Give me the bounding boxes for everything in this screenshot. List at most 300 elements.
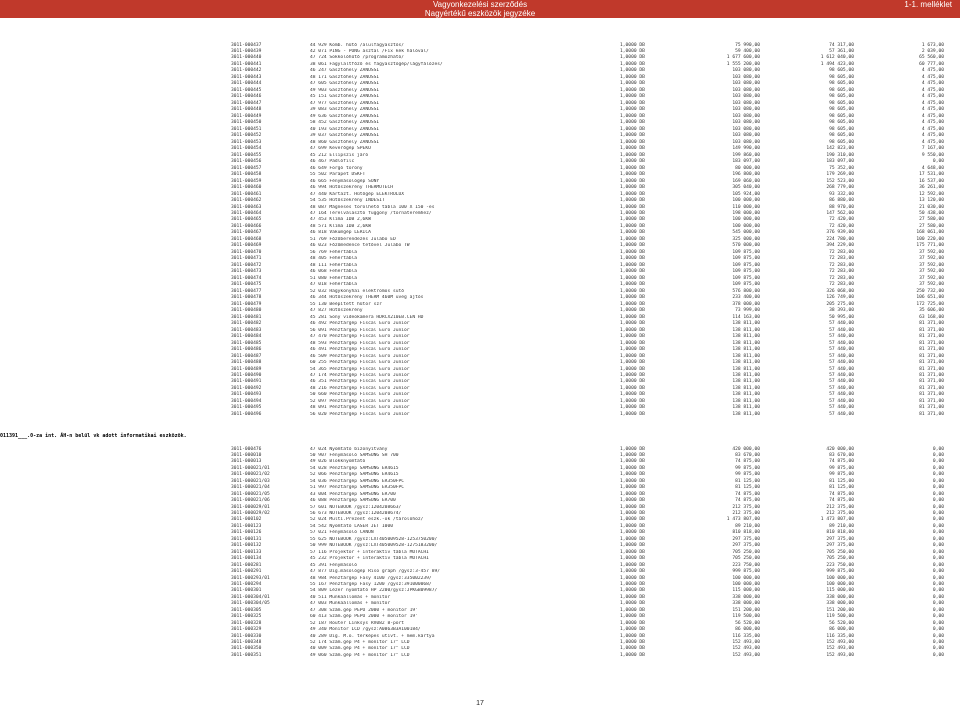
gross-value: 149 990,00 [732, 146, 760, 152]
accumulated-depreciation: 57 440,00 [829, 366, 854, 372]
gross-value: 103 080,00 [732, 107, 760, 113]
gross-value: 169 060,00 [732, 178, 760, 184]
table-row [0, 543, 960, 549]
inventory-code: 3011-000494 [231, 398, 262, 404]
accumulated-depreciation: 57 440,00 [829, 379, 854, 385]
inventory-code: 3011-000487 [231, 353, 262, 359]
accumulated-depreciation: 705 250,00 [826, 549, 854, 555]
table-row [0, 192, 960, 198]
accumulated-depreciation: 268 779,00 [826, 185, 854, 191]
item-description: 57 601 NOTEBOOK /gysz:1204208663/ [310, 504, 402, 510]
accumulated-depreciation: 74 875,00 [829, 498, 854, 504]
inventory-code: 3011-000021/03 [231, 478, 270, 484]
table-row [0, 146, 960, 152]
gross-value: 109 875,00 [732, 269, 760, 275]
gross-value: 89 210,00 [735, 523, 760, 529]
inventory-code: 3011-000495 [231, 405, 262, 411]
item-description: 46 818 Vakumgép LERICA [310, 230, 371, 236]
net-value: 60 777,00 [919, 61, 944, 67]
table-row [0, 230, 960, 236]
net-value: 0,00 [932, 569, 944, 575]
quantity: 1,0000 DB [620, 249, 645, 255]
quantity: 1,0000 DB [620, 139, 645, 145]
quantity: 1,0000 DB [620, 620, 645, 626]
net-value: 250 732,00 [916, 288, 944, 294]
inventory-code: 3011-000350 [231, 646, 262, 652]
page-number: 17 [476, 700, 484, 707]
net-value: 0,00 [932, 452, 944, 458]
quantity: 1,0000 DB [620, 191, 645, 197]
gross-value: 103 080,00 [732, 100, 760, 106]
gross-value: 100 000,00 [732, 223, 760, 229]
quantity: 1,0000 DB [620, 172, 645, 178]
gross-value: 325 000,00 [732, 236, 760, 242]
inventory-code: 3011-000450 [231, 120, 262, 126]
inventory-code: 3011-000476 [231, 446, 262, 452]
inventory-code: 3011-000481 [231, 314, 262, 320]
inventory-code: 3011-000021/05 [231, 491, 270, 497]
net-value: 81 371,00 [919, 327, 944, 333]
table-row [0, 412, 960, 418]
gross-value: 212 375,00 [732, 504, 760, 510]
quantity: 1,0000 DB [620, 256, 645, 262]
table-row [0, 646, 960, 652]
gross-value: 103 080,00 [732, 81, 760, 87]
gross-value: 56 520,00 [735, 620, 760, 626]
inventory-code: 3011-000490 [231, 372, 262, 378]
item-description: 48 571 Klíma IDB 2,6KW [310, 223, 371, 229]
quantity: 1,0000 DB [620, 230, 645, 236]
table-row [0, 367, 960, 373]
quantity: 1,0000 DB [620, 569, 645, 575]
item-description: 51 080 Fehértábla [310, 275, 358, 281]
table-row [0, 511, 960, 517]
inventory-code: 3011-000010 [231, 452, 262, 458]
item-description: 49 060 Szám.gép P4 + monitor 17" LCD [310, 652, 410, 658]
table-row [0, 466, 960, 472]
gross-value: 59 400,00 [735, 48, 760, 54]
accumulated-depreciation: 326 068,00 [826, 288, 854, 294]
gross-value: 73 999,00 [735, 308, 760, 314]
quantity: 1,0000 DB [620, 94, 645, 100]
table-row [0, 634, 960, 640]
item-description: 40 511 Munkaállomás + monitor [310, 594, 391, 600]
quantity: 1,0000 DB [620, 74, 645, 80]
table-row [0, 269, 960, 275]
inventory-code: 3011-000301 [231, 588, 262, 594]
quantity: 1,0000 DB [620, 55, 645, 61]
item-description: 54 036 Pénztárgép SAMSUNG ER350FPC [310, 478, 405, 484]
table-row [0, 289, 960, 295]
inventory-code: 3011-000451 [231, 126, 262, 132]
document-subtitle: Nagyértékű eszközök jegyzéke [424, 9, 536, 18]
quantity: 1,0000 DB [620, 485, 645, 491]
quantity: 1,0000 DB [620, 321, 645, 327]
inventory-code: 3011-000443 [231, 74, 262, 80]
accumulated-depreciation: 98 605,00 [829, 107, 854, 113]
accumulated-depreciation: 57 440,00 [829, 347, 854, 353]
gross-value: 74 875,00 [735, 491, 760, 497]
item-description: 50 907 Fénymásoló SAMSUNG SH 700 [310, 452, 399, 458]
net-value: 0,00 [932, 446, 944, 452]
accumulated-depreciation: 57 361,00 [829, 48, 854, 54]
item-description: 49 340 Monitor LCD /gysz:A0863B3A100184/ [310, 627, 421, 633]
item-description: 46 665 Fénymásológép SONY [310, 178, 380, 184]
quantity: 1,0000 DB [620, 614, 645, 620]
net-value: 81 371,00 [919, 353, 944, 359]
accumulated-depreciation: 98 605,00 [829, 139, 854, 145]
gross-value: 199 860,00 [732, 152, 760, 158]
gross-value: 109 875,00 [732, 256, 760, 262]
inventory-code: 3011-000475 [231, 282, 262, 288]
inventory-code: 3011-000496 [231, 411, 262, 417]
inventory-code: 3011-000440 [231, 55, 262, 61]
gross-value: 1 677 600,00 [726, 55, 760, 61]
inventory-code: 3011-000441 [231, 61, 262, 67]
item-description: 45 281 Sony videokamera HDRCX210EB.CEN HD [310, 314, 424, 320]
accumulated-depreciation: 376 939,00 [826, 230, 854, 236]
table-row [0, 43, 960, 49]
net-value: 27 580,00 [919, 223, 944, 229]
table-row [0, 550, 960, 556]
net-value: 4 648,00 [921, 165, 944, 171]
inventory-code: 3011-000029/01 [231, 504, 270, 510]
table-row [0, 127, 960, 133]
gross-value: 223 750,00 [732, 562, 760, 568]
inventory-code: 3011-000471 [231, 256, 262, 262]
table-row [0, 492, 960, 498]
quantity: 1,0000 DB [620, 269, 645, 275]
accumulated-depreciation: 98 605,00 [829, 126, 854, 132]
accumulated-depreciation: 190 310,00 [826, 152, 854, 158]
gross-value: 297 375,00 [732, 543, 760, 549]
table-row [0, 217, 960, 223]
item-description: 43 004 Pénztárgép SAMSUNG ER700 [310, 491, 396, 497]
inventory-code: 3011-000467 [231, 230, 262, 236]
inventory-code: 3011-000470 [231, 249, 262, 255]
inventory-code: 3011-000474 [231, 275, 262, 281]
inventory-code: 3011-000437 [231, 42, 262, 48]
accumulated-depreciation: 999 875,00 [826, 569, 854, 575]
net-value: 13 120,00 [919, 198, 944, 204]
accumulated-depreciation: 98 605,00 [829, 81, 854, 87]
gross-value: 138 811,00 [732, 340, 760, 346]
net-value: 0,00 [932, 478, 944, 484]
net-value: 65 560,00 [919, 55, 944, 61]
item-description: 45 151 Gasztóhely ZANUSSI [310, 94, 380, 100]
accumulated-depreciation: 86 000,00 [829, 627, 854, 633]
quantity: 1,0000 DB [620, 646, 645, 652]
item-description: 56 673 NOTEBOOK /gysz:1204208674/ [310, 511, 402, 516]
table-row [0, 120, 960, 126]
accumulated-depreciation: 705 250,00 [826, 556, 854, 562]
inventory-code: 3011-000459 [231, 178, 262, 184]
inventory-code: 3011-000458 [231, 172, 262, 178]
accumulated-depreciation: 152 493,00 [826, 646, 854, 652]
item-description: 48 593 Pénztárgép Fiscal Euro Junior [310, 340, 410, 346]
item-description: 46 068 Fehértábla [310, 269, 358, 275]
item-description: 46 491 Pénztárgép Fiscal Euro Junior [310, 347, 410, 353]
table-row [0, 179, 960, 185]
net-value: 37 592,00 [919, 282, 944, 288]
quantity: 1,0000 DB [620, 588, 645, 594]
accumulated-depreciation: 810 818,00 [826, 530, 854, 536]
net-value: 81 371,00 [919, 385, 944, 391]
table-row [0, 447, 960, 453]
net-value: 0,00 [932, 459, 944, 465]
table-row [0, 211, 960, 217]
accumulated-depreciation: 74 875,00 [829, 491, 854, 497]
net-value: 0,00 [932, 633, 944, 639]
item-description: 52 187 Router Linksys RV082 8-port [310, 620, 405, 626]
inventory-code: 3011-000457 [231, 165, 262, 171]
item-description: 52 024 Multi.Prezent eszk.-ök /tárolóhoz/ [310, 517, 424, 523]
net-value: 21 030,00 [919, 204, 944, 210]
gross-value: 138 811,00 [732, 353, 760, 359]
inventory-code: 3011-000439 [231, 48, 262, 54]
item-description: 54 809 Lézer nyomtató HP 2200/gysz:JPKGB09987/ [310, 588, 438, 594]
item-description: 47 605 Gasztóhely ZANUSSI [310, 81, 380, 87]
accumulated-depreciation: 86 880,00 [829, 198, 854, 204]
quantity: 1,0000 DB [620, 556, 645, 562]
table-row [0, 576, 960, 582]
gross-value: 152 493,00 [732, 646, 760, 652]
quantity: 1,0000 DB [620, 334, 645, 340]
quantity: 1,0000 DB [620, 126, 645, 132]
gross-value: 338 000,00 [732, 594, 760, 600]
net-value: 27 580,00 [919, 217, 944, 223]
net-value: 100 220,00 [916, 236, 944, 242]
net-value: 81 371,00 [919, 392, 944, 398]
quantity: 1,0000 DB [620, 353, 645, 359]
net-value: 0,00 [932, 465, 944, 471]
accumulated-depreciation: 99 875,00 [829, 465, 854, 471]
inventory-code: 3011-000469 [231, 243, 262, 249]
table-row [0, 75, 960, 81]
inventory-code: 3011-000325 [231, 614, 262, 620]
quantity: 1,0000 DB [620, 549, 645, 555]
accumulated-depreciation: 57 440,00 [829, 392, 854, 398]
quantity: 1,0000 DB [620, 113, 645, 119]
table-row [0, 328, 960, 334]
inventory-code: 3011-000472 [231, 262, 262, 268]
accumulated-depreciation: 72 283,00 [829, 275, 854, 281]
net-value: 0,00 [932, 640, 944, 645]
quantity: 1,0000 DB [620, 627, 645, 633]
item-description: 46 492 Pénztárgép Fiscal Euro Junior [310, 321, 410, 327]
inventory-code: 3011-000478 [231, 295, 262, 301]
table-row [0, 588, 960, 594]
quantity: 1,0000 DB [620, 243, 645, 249]
inventory-code: 3011-000444 [231, 81, 262, 87]
accumulated-depreciation: 57 440,00 [829, 360, 854, 366]
gross-value: 105 924,00 [732, 191, 760, 197]
document-title: Vagyonkezelési szerződés [432, 0, 528, 9]
accumulated-depreciation: 98 605,00 [829, 74, 854, 80]
gross-value: 138 811,00 [732, 360, 760, 366]
accumulated-depreciation: 98 605,00 [829, 68, 854, 74]
gross-value: 999 875,00 [732, 569, 760, 575]
gross-value: 103 080,00 [732, 68, 760, 74]
annex-label: 1-1. melléklet [904, 0, 952, 9]
accumulated-depreciation: 338 000,00 [826, 601, 854, 607]
net-value: 4 475,00 [921, 113, 944, 119]
gross-value: 100 000,00 [732, 575, 760, 581]
gross-value: 81 125,00 [735, 478, 760, 484]
table-row [0, 608, 960, 614]
gross-value: 138 811,00 [732, 411, 760, 417]
accumulated-depreciation: 50 995,00 [829, 314, 854, 320]
net-value: 175 771,00 [916, 243, 944, 249]
net-value: 4 475,00 [921, 94, 944, 100]
inventory-code: 3011-000294 [231, 581, 262, 587]
item-description: 52 097 Pénztárgép Fiscal Euro Junior [310, 398, 410, 404]
accumulated-depreciation: 142 823,00 [826, 146, 854, 152]
inventory-code: 3011-000126 [231, 530, 262, 536]
gross-value: 109 875,00 [732, 282, 760, 288]
accumulated-depreciation: 297 375,00 [826, 536, 854, 542]
gross-value: 138 811,00 [732, 321, 760, 327]
net-value: 81 371,00 [919, 340, 944, 346]
inventory-code: 3011-000328 [231, 620, 262, 626]
table-row [0, 485, 960, 491]
quantity: 1,0000 DB [620, 100, 645, 106]
table-row [0, 81, 960, 87]
net-value: 4 475,00 [921, 68, 944, 74]
net-value: 81 371,00 [919, 360, 944, 366]
quantity: 1,0000 DB [620, 120, 645, 126]
net-value: 0,00 [932, 536, 944, 542]
gross-value: 378 000,00 [732, 301, 760, 307]
inventory-code: 3011-000304/01 [231, 594, 270, 600]
accumulated-depreciation: 72 283,00 [829, 282, 854, 288]
net-value: 0,00 [932, 594, 944, 600]
quantity: 1,0000 DB [620, 61, 645, 67]
table-row [0, 114, 960, 120]
table-row [0, 614, 960, 620]
item-description: 48 171 Gasztóhely ZANUSSI [310, 74, 380, 80]
net-value: 4 475,00 [921, 133, 944, 139]
net-value: 0,00 [932, 601, 944, 607]
inventory-code: 3011-000447 [231, 100, 262, 106]
inventory-code: 3011-000102 [231, 517, 262, 523]
accumulated-depreciation: 57 440,00 [829, 398, 854, 404]
quantity: 1,0000 DB [620, 262, 645, 268]
quantity: 1,0000 DB [620, 198, 645, 204]
gross-value: 152 493,00 [732, 640, 760, 645]
quantity: 1,0000 DB [620, 282, 645, 288]
net-value: 0,00 [932, 614, 944, 620]
item-description: 39 037 Gasztóhely ZANUSSI [310, 133, 380, 139]
table-row [0, 133, 960, 139]
quantity: 1,0000 DB [620, 530, 645, 536]
accumulated-depreciation: 179 269,00 [826, 172, 854, 178]
accumulated-depreciation: 212 375,00 [826, 504, 854, 510]
gross-value: 99 875,00 [735, 465, 760, 471]
accumulated-depreciation: 93 332,00 [829, 191, 854, 197]
quantity: 1,0000 DB [620, 511, 645, 516]
quantity: 1,0000 DB [620, 152, 645, 158]
item-description: 47 024 Nyomtató bizonyítvány [310, 446, 388, 452]
gross-value: 116 335,00 [732, 633, 760, 639]
section-note: 011391___.0-za int. ÁH-n belül vk adott informatikai eszközök. [0, 433, 187, 439]
gross-value: 75 990,00 [735, 42, 760, 48]
inventory-code: 3011-000021/06 [231, 498, 270, 504]
item-description: 57 021 Fénymásoló CANON [310, 530, 374, 536]
net-value: 0,00 [932, 627, 944, 633]
gross-value: 138 811,00 [732, 405, 760, 411]
quantity: 1,0000 DB [620, 392, 645, 398]
net-value: 0,00 [932, 159, 944, 165]
gross-value: 74 875,00 [735, 498, 760, 504]
item-description: 38 061 Fagylaltfőző és fagyasztógép/lágyfálózes/ [310, 61, 443, 67]
gross-value: 138 811,00 [732, 347, 760, 353]
quantity: 1,0000 DB [620, 581, 645, 587]
item-description: 55 167 Pénztárgép Fasy 1200 /gysz:391000068/ [310, 581, 432, 587]
net-value: 81 371,00 [919, 405, 944, 411]
table-row [0, 172, 960, 178]
quantity: 1,0000 DB [620, 517, 645, 523]
net-value: 37 592,00 [919, 256, 944, 262]
table-row [0, 405, 960, 411]
table-row [0, 243, 960, 249]
gross-value: 100 000,00 [732, 198, 760, 204]
quantity: 1,0000 DB [620, 223, 645, 229]
quantity: 1,0000 DB [620, 81, 645, 87]
net-value: 0,00 [932, 556, 944, 562]
inventory-code: 3011-000460 [231, 185, 262, 191]
accumulated-depreciation: 98 605,00 [829, 87, 854, 93]
table-row [0, 582, 960, 588]
accumulated-depreciation: 57 440,00 [829, 405, 854, 411]
item-description: 47 877 Dig.másológép Riso graph /gysz:3-457 89/ [310, 569, 440, 575]
table-row [0, 640, 960, 646]
table-row [0, 282, 960, 288]
gross-value: 109 875,00 [732, 249, 760, 255]
table-row [0, 537, 960, 543]
net-value: 4 475,00 [921, 139, 944, 145]
inventory-code: 3011-000479 [231, 301, 262, 307]
item-description: 42 071 PING - PONG asztal /Fix kék hálóval/ [310, 48, 429, 54]
gross-value: 74 875,00 [735, 459, 760, 465]
net-value: 0,00 [932, 581, 944, 587]
net-value: 0,00 [932, 504, 944, 510]
net-value: 81 371,00 [919, 398, 944, 404]
table-row [0, 49, 960, 55]
item-description: 48 860 Gasztóhely ZANUSSI [310, 139, 380, 145]
quantity: 1,0000 DB [620, 543, 645, 549]
net-value: 0,00 [932, 498, 944, 504]
gross-value: 103 080,00 [732, 120, 760, 126]
accumulated-depreciation: 115 000,00 [826, 588, 854, 594]
gross-value: 109 875,00 [732, 275, 760, 281]
inventory-code: 3011-000304/05 [231, 601, 270, 607]
accumulated-depreciation: 152 493,00 [826, 652, 854, 658]
inventory-code: 3011-000455 [231, 152, 262, 158]
gross-value: 1 473 807,00 [726, 517, 760, 523]
inventory-code: 3011-000454 [231, 146, 262, 152]
net-value: 37 592,00 [919, 275, 944, 281]
table-row [0, 256, 960, 262]
inventory-code: 3011-000281 [231, 562, 262, 568]
gross-value: 810 818,00 [732, 530, 760, 536]
item-description: 46 344 Hűtőszekrény THERM 460M üveg ajtós [310, 295, 424, 301]
item-description: 46 509 Pénztárgép Fiscal Euro Junior [310, 353, 410, 359]
gross-value: 103 080,00 [732, 126, 760, 132]
net-value: 4 475,00 [921, 74, 944, 80]
accumulated-depreciation: 57 440,00 [829, 411, 854, 417]
item-description: 54 542 Nyomtató LASER JET 1000 [310, 523, 393, 529]
